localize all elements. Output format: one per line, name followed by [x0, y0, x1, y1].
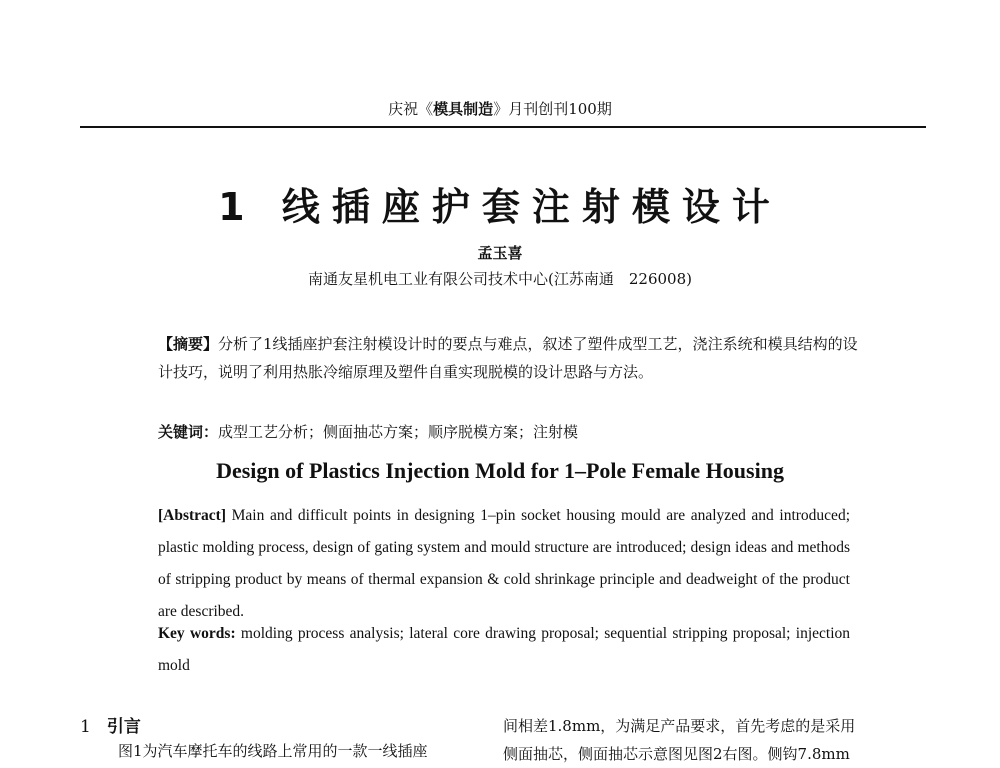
keywords-cn	[158, 418, 858, 446]
running-header	[0, 98, 1000, 119]
section-title: 引言	[106, 717, 141, 737]
section-number: 1	[80, 717, 91, 737]
section-heading	[80, 712, 141, 737]
keywords-cn-label: 关键词：	[158, 423, 219, 441]
keywords-cn-text: 成型工艺分析；侧面抽芯方案；顺序脱模方案；注射模	[218, 423, 579, 441]
paper-title-en: Design of Plastics Injection Mold for 1–Pole Female Housing	[216, 458, 784, 483]
affiliation: 南通友星机电工业有限公司技术中心(江苏南通 226008)	[308, 270, 692, 288]
running-header-prefix: 庆祝《	[388, 100, 434, 118]
body-line: 间相差1.8mm，为满足产品要求，首先考虑的是采用	[503, 717, 856, 735]
body-line: 图1为汽车摩托车的线路上常用的一款一线插座	[118, 742, 428, 760]
abstract-cn-label: 【摘要】	[158, 335, 219, 353]
header-rule	[80, 126, 926, 128]
keywords-en	[158, 618, 850, 682]
abstract-en-label: [Abstract]	[158, 507, 227, 524]
abstract-cn	[158, 330, 858, 386]
journal-name: 模具制造	[433, 100, 494, 118]
paper-title-cn: 1 线插座护套注射模设计	[218, 185, 782, 229]
abstract-en	[158, 500, 850, 628]
running-header-suffix: 》月刊创刊100期	[493, 100, 612, 118]
keywords-en-label: Key words:	[158, 625, 236, 642]
author: 孟玉喜	[477, 244, 523, 262]
body-line: 侧面抽芯，侧面抽芯示意图见图2右图。侧钩7.8mm	[503, 745, 850, 763]
keywords-en-text: molding process analysis; lateral core drawing proposal; sequential stripping proposal; injection mold	[158, 625, 851, 674]
abstract-cn-text: 分析了1线插座护套注射模设计时的要点与难点，叙述了塑件成型工艺，浇注系统和模具结构的设计技巧，说明了利用热胀冷缩原理及塑件自重实现脱模的设计思路与方法。	[158, 335, 858, 381]
abstract-en-text: Main and difficult points in designing 1–pin socket housing mould are analyzed and introduced; plastic molding process, design of gating system and mould structure are introduced; design ideas and methods of stripping product by means of thermal expansion & cold shrinkage principle and deadweight of the product are described.	[158, 507, 850, 620]
body-left-column	[118, 740, 488, 761]
